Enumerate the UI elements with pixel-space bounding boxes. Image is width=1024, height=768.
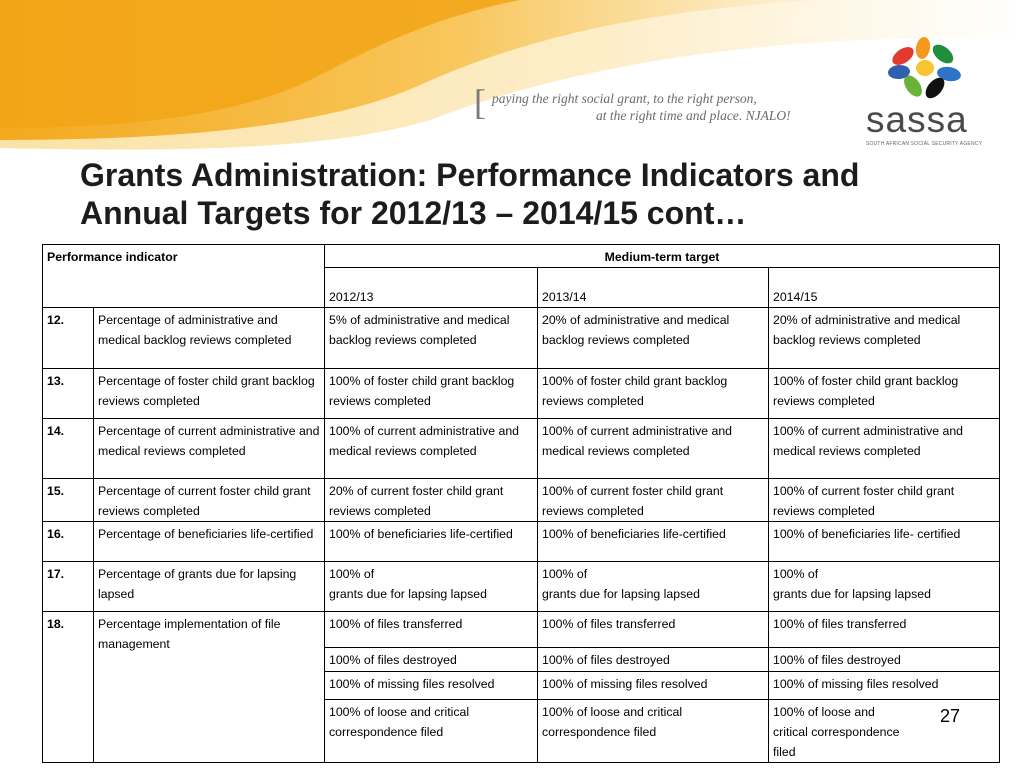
slide-title: [80, 156, 980, 232]
target-2012-13: 100% of loose and critical correspondence filed: [325, 700, 538, 763]
target-2013-14: 20% of administrative and medical backlog reviews completed: [538, 308, 769, 369]
header-medium-term-target: Medium-term target: [325, 245, 1000, 268]
target-2014-15: 100% of current foster child grant reviews completed: [769, 479, 1000, 522]
target-2014-15: 100% of current administrative and medical reviews completed: [769, 419, 1000, 479]
year-2012-13: 2012/13: [325, 268, 538, 308]
table-row: [43, 308, 1000, 369]
table-row: [43, 419, 1000, 479]
indicators-table: [42, 244, 1000, 763]
target-2013-14: 100% of files transferred: [538, 612, 769, 648]
row-number: 16.: [43, 522, 94, 562]
table-row: [43, 369, 1000, 419]
target-2013-14: 100% of missing files resolved: [538, 672, 769, 700]
tagline-line-1: paying the right social grant, to the right person,: [492, 91, 757, 106]
target-2012-13: 5% of administrative and medical backlog reviews completed: [325, 308, 538, 369]
table-row: [43, 479, 1000, 522]
target-2014-15: 100% of missing files resolved: [769, 672, 1000, 700]
row-number: 12.: [43, 308, 94, 369]
indicator-cell: Percentage of current administrative and medical reviews completed: [94, 419, 325, 479]
indicator-cell: Percentage implementation of file management: [94, 612, 325, 763]
target-2013-14: 100% of loose and critical correspondence filed: [538, 700, 769, 763]
target-2012-13: 100% of grants due for lapsing lapsed: [325, 562, 538, 612]
tagline-bracket: [: [474, 82, 486, 122]
target-2013-14: 100% of foster child grant backlog reviews completed: [538, 369, 769, 419]
row-number: 13.: [43, 369, 94, 419]
target-2014-15: 20% of administrative and medical backlog reviews completed: [769, 308, 1000, 369]
target-2014-15: 100% of foster child grant backlog reviews completed: [769, 369, 1000, 419]
table-header-row: [43, 245, 1000, 268]
target-2012-13: 100% of files destroyed: [325, 648, 538, 672]
header-performance-indicator: Performance indicator: [43, 245, 325, 308]
target-2013-14: 100% of beneficiaries life-certified: [538, 522, 769, 562]
target-2014-15: 100% of files transferred: [769, 612, 1000, 648]
row-number: 17.: [43, 562, 94, 612]
year-2013-14: 2013/14: [538, 268, 769, 308]
target-2014-15: 100% of files destroyed: [769, 648, 1000, 672]
indicator-cell: Percentage of beneficiaries life-certified: [94, 522, 325, 562]
target-2012-13: 100% of files transferred: [325, 612, 538, 648]
tagline-line-2: at the right time and place. NJALO!: [596, 108, 791, 123]
table-row: [43, 522, 1000, 562]
target-2012-13: 100% of current administrative and medical reviews completed: [325, 419, 538, 479]
title-line-1: Grants Administration: Performance Indicators and: [80, 157, 860, 193]
indicator-cell: Percentage of foster child grant backlog reviews completed: [94, 369, 325, 419]
target-2012-13: 100% of beneficiaries life-certified: [325, 522, 538, 562]
indicator-cell: Percentage of administrative and medical backlog reviews completed: [94, 308, 325, 369]
title-line-2: Annual Targets for 2012/13 – 2014/15 cont…: [80, 195, 747, 231]
target-2014-15: 100% of beneficiaries life- certified: [769, 522, 1000, 562]
target-2012-13: 100% of foster child grant backlog reviews completed: [325, 369, 538, 419]
target-2012-13: 100% of missing files resolved: [325, 672, 538, 700]
row-number: 18.: [43, 612, 94, 763]
sassa-wordmark: sassa: [866, 99, 968, 140]
target-2012-13: 20% of current foster child grant reviews completed: [325, 479, 538, 522]
target-2013-14: 100% of current administrative and medical reviews completed: [538, 419, 769, 479]
row-number: 15.: [43, 479, 94, 522]
indicator-cell: Percentage of current foster child grant reviews completed: [94, 479, 325, 522]
table-row: [43, 612, 1000, 648]
indicator-cell: Percentage of grants due for lapsing lapsed: [94, 562, 325, 612]
target-2013-14: 100% of files destroyed: [538, 648, 769, 672]
target-2014-15: 100% of grants due for lapsing lapsed: [769, 562, 1000, 612]
table-row: [43, 562, 1000, 612]
sassa-agency-name: SOUTH AFRICAN SOCIAL SECURITY AGENCY: [866, 141, 983, 147]
page-number: 27: [940, 706, 961, 726]
target-2013-14: 100% of grants due for lapsing lapsed: [538, 562, 769, 612]
year-2014-15: 2014/15: [769, 268, 1000, 308]
target-2014-15: 100% of loose and critical correspondence filed: [769, 700, 1000, 763]
target-2013-14: 100% of current foster child grant reviews completed: [538, 479, 769, 522]
row-number: 14.: [43, 419, 94, 479]
